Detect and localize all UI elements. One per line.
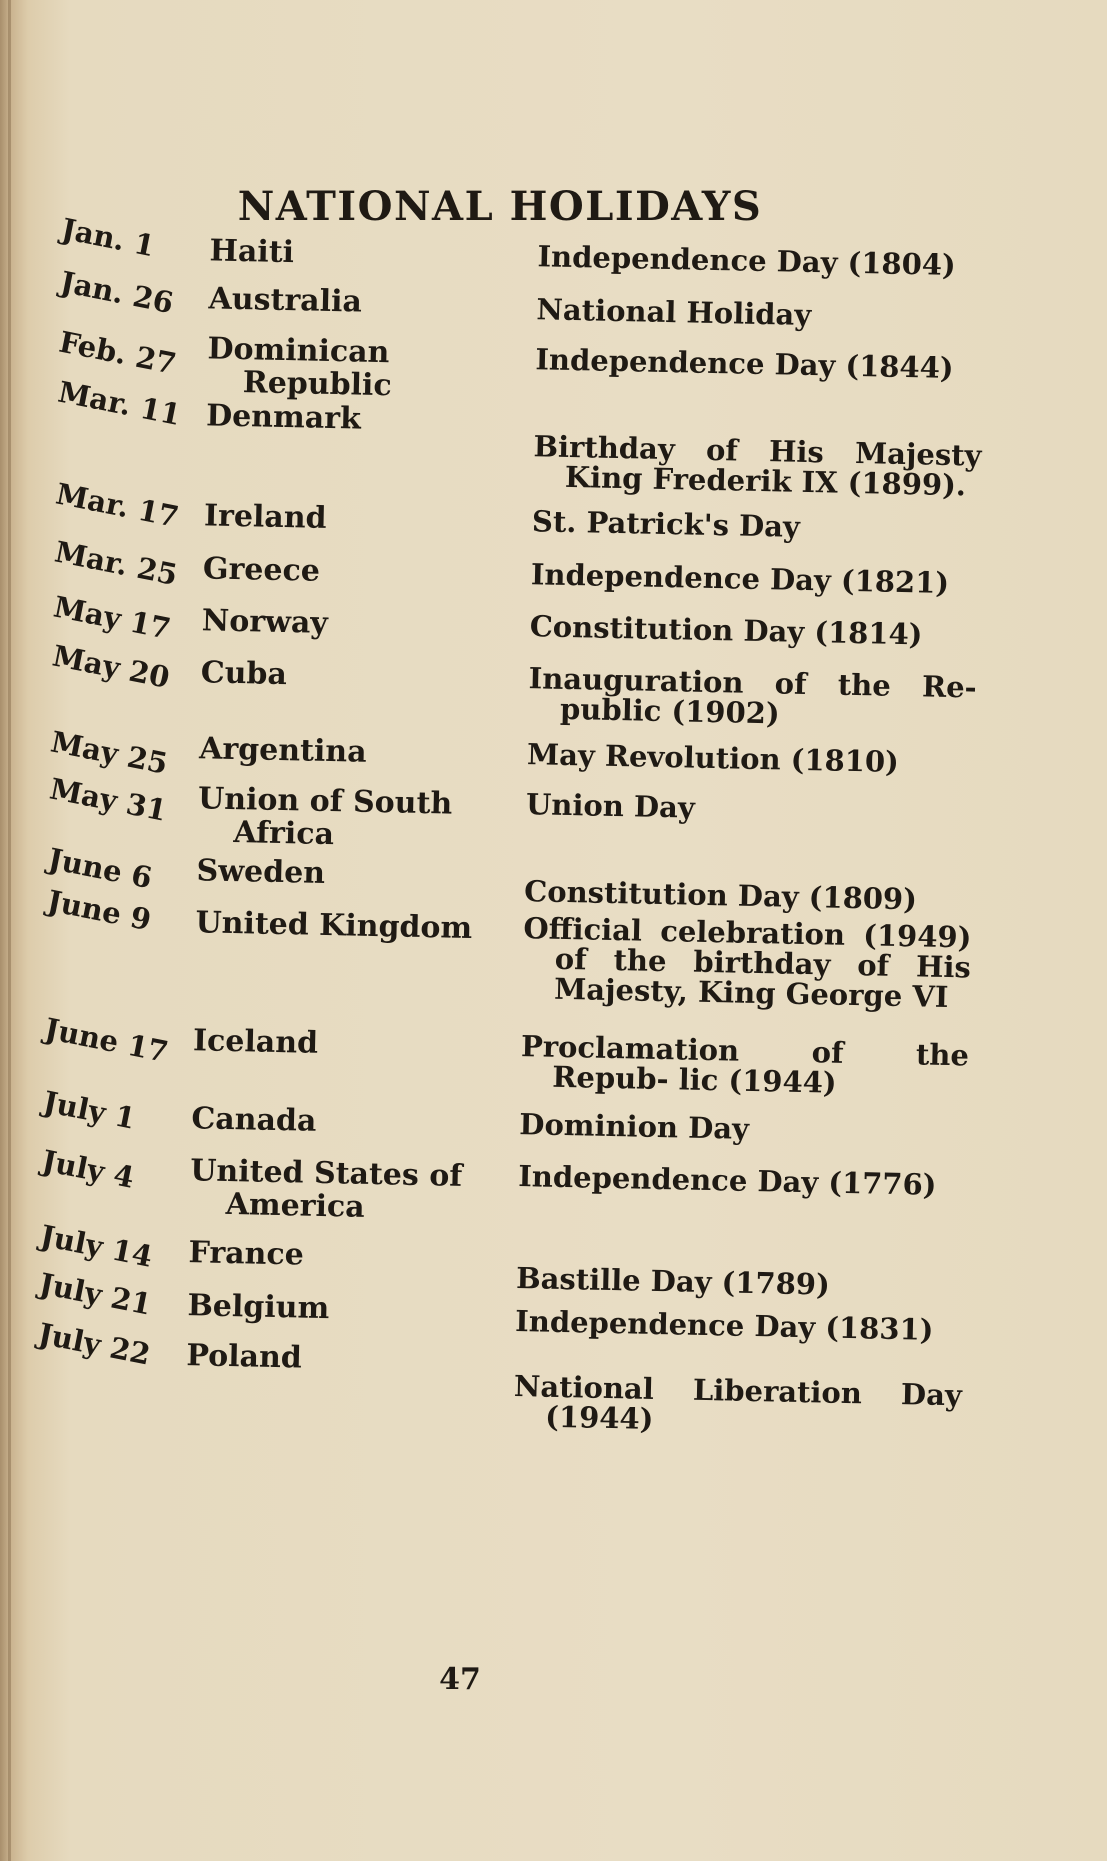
holiday-country: Greece [202, 551, 321, 589]
holiday-country: Haiti [209, 233, 295, 271]
holiday-country: Norway [201, 603, 329, 641]
holiday-name: National Holiday [536, 292, 812, 333]
holiday-name: Bastille Day (1789) [515, 1261, 831, 1302]
holiday-date: Mar. 25 [51, 534, 181, 593]
holiday-name: National Liberation Day (1944) [513, 1369, 963, 1436]
holiday-date: Jan. 26 [57, 264, 177, 321]
holiday-name: Proclamation of the Repub- lic (1944) [520, 1029, 970, 1100]
holiday-country: Sweden [196, 853, 326, 891]
holiday-date: July 1 [40, 1084, 139, 1136]
holiday-country: France [188, 1235, 305, 1273]
holiday-date: June 6 [45, 841, 155, 896]
holiday-country: Poland [186, 1338, 303, 1376]
holiday-country: Iceland [192, 1023, 319, 1061]
table-row [0, 724, 1049, 781]
holiday-date: Mar. 17 [53, 476, 182, 535]
holiday-country: Australia [208, 281, 363, 320]
holiday-country: Ireland [203, 498, 327, 536]
holiday-date: July 22 [35, 1316, 154, 1372]
holiday-country: Union of South Africa [197, 781, 453, 853]
table-row [0, 534, 1053, 600]
holiday-country: United States of America [189, 1153, 463, 1225]
holiday-country: Belgium [187, 1288, 330, 1327]
holiday-date: Feb. 27 [56, 324, 180, 381]
holiday-date: Jan. 1 [58, 211, 158, 264]
page-title [0, 183, 1000, 230]
holiday-date: Mar. 11 [55, 374, 184, 433]
holiday-date: July 14 [37, 1218, 156, 1274]
holiday-date: July 21 [36, 1266, 155, 1322]
holiday-country: United Kingdom [195, 905, 473, 947]
holiday-name: Independence Day (1776) [517, 1159, 937, 1202]
holiday-date: June 17 [41, 1011, 172, 1070]
holiday-country: Denmark [205, 398, 362, 437]
book-spine-shadow [8, 0, 11, 1861]
table-row [0, 771, 1048, 853]
holiday-name: Constitution Day (1814) [529, 609, 923, 652]
holiday-name: Official celebration (1949) of the birthday of His Majesty, King George VI [523, 911, 972, 1015]
holiday-name: Dominion Day [519, 1107, 750, 1146]
holidays-table [0, 211, 1107, 1436]
holiday-date: June 9 [44, 883, 154, 938]
holiday-country: Canada [191, 1101, 317, 1139]
table-row [0, 211, 1060, 283]
holiday-name: Inauguration of the Re- public (1902) [528, 661, 977, 731]
table-row [0, 1143, 1041, 1225]
holiday-date: May 25 [48, 724, 171, 781]
holiday-date: May 17 [50, 589, 174, 646]
holiday-name: Constitution Day (1809) [523, 874, 918, 917]
holiday-name: May Revolution (1810) [526, 737, 900, 779]
table-row [0, 1084, 1042, 1146]
holiday-name: Independence Day (1844) [535, 342, 954, 385]
holiday-country: Cuba [200, 655, 288, 693]
holiday-name: Independence Day (1804) [537, 239, 957, 283]
holiday-country: Argentina [198, 731, 367, 770]
table-row [0, 638, 1051, 731]
holiday-date: May 20 [49, 638, 173, 695]
holiday-date: May 31 [47, 771, 170, 828]
table-row [0, 589, 1052, 652]
holiday-name: Union Day [525, 787, 696, 825]
page-title-text: NATIONAL HOLIDAYS [237, 183, 763, 230]
holiday-country: Dominican Republic [207, 331, 393, 404]
page-number: 47 [439, 1662, 481, 1697]
holiday-name: Birthday of His Majesty King Frederik IX (1899). [533, 429, 982, 503]
table-row [0, 1011, 1043, 1100]
holiday-date: July 4 [39, 1143, 138, 1195]
table-row [0, 264, 1059, 333]
holiday-name: Independence Day (1831) [514, 1304, 934, 1347]
holiday-name: Independence Day (1821) [530, 557, 950, 600]
holiday-name: St. Patrick's Day [531, 504, 801, 544]
